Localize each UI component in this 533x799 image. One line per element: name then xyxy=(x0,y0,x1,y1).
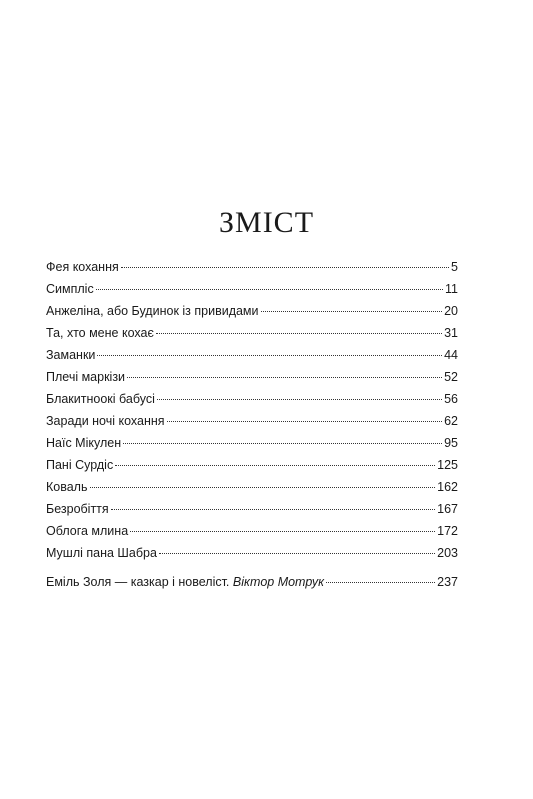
toc-entry-title: Облога млина xyxy=(46,524,129,538)
toc-entry[interactable] xyxy=(46,388,458,410)
toc-entry[interactable] xyxy=(46,366,458,388)
toc-entry-page: 237 xyxy=(437,575,458,589)
dot-leader xyxy=(156,333,442,334)
dot-leader xyxy=(111,509,435,510)
toc-entry[interactable] xyxy=(46,520,458,542)
dot-leader xyxy=(261,311,443,312)
toc-entry[interactable] xyxy=(46,344,458,366)
dot-leader xyxy=(127,377,442,378)
toc-entry-title: Та, хто мене кохає xyxy=(46,326,154,340)
dot-leader xyxy=(97,355,442,356)
toc-entry-title: Наїс Мікулен xyxy=(46,436,122,450)
toc-entry-page: 62 xyxy=(444,414,458,428)
toc-entry[interactable] xyxy=(46,542,458,564)
section-gap xyxy=(46,564,458,571)
toc-entry-page: 167 xyxy=(437,502,458,516)
toc-entry[interactable] xyxy=(46,498,458,520)
toc-entry-page: 56 xyxy=(444,392,458,406)
dot-leader xyxy=(96,289,443,290)
dot-leader xyxy=(130,531,435,532)
afterword-author: Віктор Мотрук xyxy=(232,575,325,589)
toc-entry-page: 5 xyxy=(451,260,458,274)
dot-leader xyxy=(123,443,442,444)
toc-entry-title: Симпліс xyxy=(46,282,94,296)
toc-entry-title: Фея кохання xyxy=(46,260,119,274)
dot-leader xyxy=(167,421,443,422)
toc-entry-title: Мушлі пана Шабра xyxy=(46,546,157,560)
toc-entry-page: 52 xyxy=(444,370,458,384)
toc-entry[interactable] xyxy=(46,278,458,300)
toc-entry[interactable] xyxy=(46,454,458,476)
toc-entry[interactable] xyxy=(46,322,458,344)
toc-entry-title: Блакитноокі бабусі xyxy=(46,392,155,406)
toc-entry-page: 20 xyxy=(444,304,458,318)
toc-entry[interactable] xyxy=(46,432,458,454)
toc-entry-title xyxy=(46,571,324,593)
toc-entry-title: Анжеліна, або Будинок із привидами xyxy=(46,304,259,318)
dot-leader xyxy=(326,582,435,583)
toc-entry-title: Заманки xyxy=(46,348,96,362)
toc-entry-title: Заради ночі кохання xyxy=(46,414,165,428)
toc-entry-title: Пані Сурдіс xyxy=(46,458,114,472)
toc-entry[interactable] xyxy=(46,410,458,432)
afterword-title: Еміль Золя — казкар і новеліст. xyxy=(46,575,230,589)
toc-entry-page: 11 xyxy=(445,282,458,296)
toc-entry-page: 44 xyxy=(444,348,458,362)
dot-leader xyxy=(157,399,442,400)
toc-entry-page: 31 xyxy=(444,326,458,340)
toc-entry[interactable] xyxy=(46,476,458,498)
dot-leader xyxy=(90,487,436,488)
toc-entry-page: 162 xyxy=(437,480,458,494)
dot-leader xyxy=(115,465,435,466)
dot-leader xyxy=(121,267,449,268)
toc-entry-page: 95 xyxy=(444,436,458,450)
toc-entry-page: 125 xyxy=(437,458,458,472)
toc-entry-title: Безробіття xyxy=(46,502,109,516)
toc-entry-afterword[interactable] xyxy=(46,571,458,593)
toc-entry[interactable] xyxy=(46,256,458,278)
toc-entry-page: 172 xyxy=(437,524,458,538)
toc-entry-title: Плечі маркізи xyxy=(46,370,126,384)
toc-entry-title: Коваль xyxy=(46,480,88,494)
page-title: ЗМІСТ xyxy=(218,206,315,239)
dot-leader xyxy=(159,553,435,554)
toc-entry[interactable] xyxy=(46,300,458,322)
toc-entry-page: 203 xyxy=(437,546,458,560)
table-of-contents xyxy=(46,256,458,593)
